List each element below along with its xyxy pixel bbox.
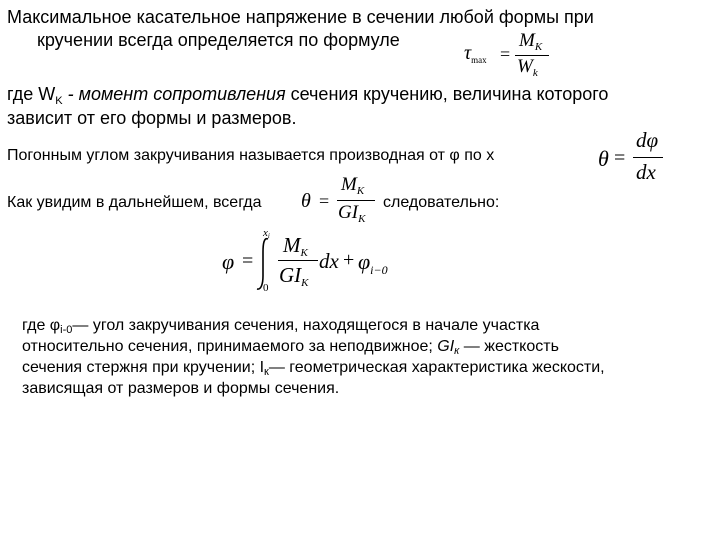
formula-tau-symbol: $\tau_{max}$: [464, 42, 487, 65]
formula-equals: =: [242, 250, 254, 272]
fraction-bar: [278, 260, 318, 261]
fraction-bar: [633, 157, 663, 158]
paragraph-3: Погонным углом закручивания называется производная от φ по x: [7, 147, 495, 164]
formula-theta-symbol: θ: [598, 146, 609, 171]
paragraph-2-line-1: где $W_K$ - момент сопротивления сечения кручению, величина которого: [7, 84, 609, 107]
formula-numerator: $M_K$: [519, 30, 543, 53]
paragraph-4-left: Как увидим в дальнейшем, всегда: [7, 194, 262, 211]
paragraph-1-line-1: Максимальное касательное напряжение в сечении любой формы при: [7, 7, 594, 27]
paragraph-5-line-4: зависящая от размеров и формы сечения.: [22, 380, 340, 397]
formula-denominator: $GI_K$: [279, 263, 309, 289]
integral-lower-limit: 0: [263, 282, 269, 294]
formula-equals: =: [614, 147, 626, 169]
paragraph-5-line-3: сечения стержня при кручении; Iк— геометрическая характеристика жескости,: [22, 359, 605, 378]
paragraph-1-line-2: кручении всегда определяется по формуле: [37, 30, 400, 50]
formula-dx: dx: [319, 249, 339, 273]
formula-theta-symbol: θ: [301, 190, 311, 212]
formula-phi-initial: $\varphi_{i-0}$: [358, 249, 388, 277]
formula-denominator: $GI_K$: [338, 202, 366, 225]
formula-plus: +: [343, 249, 355, 271]
formula-equals: =: [500, 44, 511, 64]
formula-equals: =: [319, 191, 330, 211]
formula-phi-symbol: φ: [222, 249, 235, 274]
paragraph-4-right: следовательно:: [383, 194, 500, 211]
formula-numerator: $M_K$: [283, 233, 308, 259]
paragraph-2-line-2: зависит от его формы и размеров.: [7, 108, 297, 128]
formula-numerator: dφ: [636, 128, 659, 152]
formula-denominator: $W_k$: [517, 56, 538, 79]
paragraph-5-line-2: относительно сечения, принимаемого за неподвижное; GIк — жесткость: [22, 338, 559, 357]
formula-denominator: dx: [636, 160, 656, 184]
formula-numerator: $M_K$: [341, 174, 365, 197]
fraction-bar: [337, 200, 375, 201]
integral-upper-limit: xi: [263, 227, 270, 240]
paragraph-5-line-1: где φi-0— угол закручивания сечения, находящегося в начале участка: [22, 317, 540, 336]
